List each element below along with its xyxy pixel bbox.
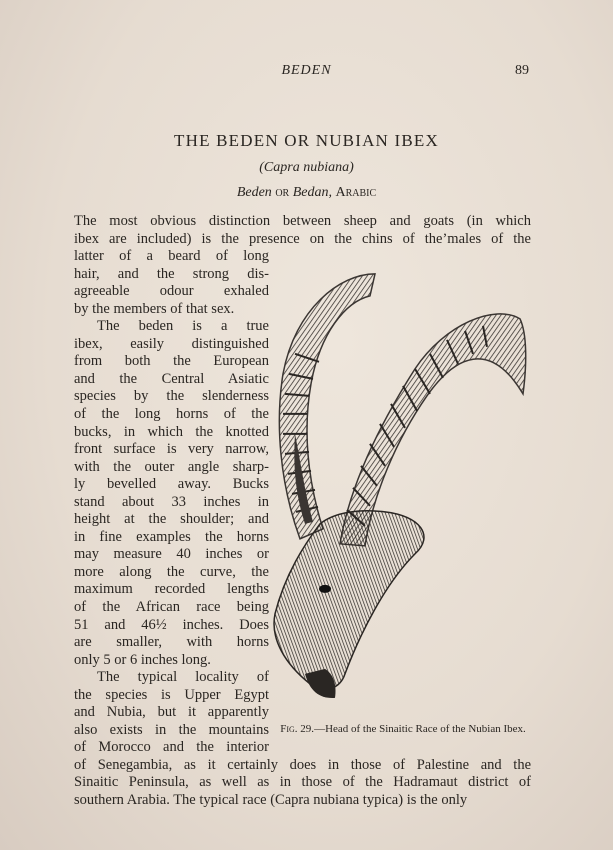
local-name-2: Bedan,: [292, 185, 332, 200]
body-line: species by the slenderness: [74, 388, 269, 405]
body-line: of the long horns of the: [74, 406, 269, 422]
body-line: and the Central Asiatic: [74, 370, 269, 387]
body-line: with the outer angle sharp-: [74, 458, 269, 475]
body-line: 51 and 46½ inches. Does: [74, 616, 269, 633]
body-line: hair, and the strong dis-: [74, 265, 269, 282]
body-line: ly bevelled away. Bucks: [74, 476, 269, 493]
body-line: stand about 33 inches in: [74, 493, 269, 510]
body-line: Sinaitic Peninsula, as well as in those of the Hadramaut district of: [74, 774, 531, 791]
body-line: southern Arabia. The typical race (Capra nubiana typica) is the only: [74, 792, 468, 808]
body-line: by the members of that sex.: [74, 300, 235, 317]
body-line: of the African race being: [74, 599, 269, 615]
body-line: of Morocco and the interior: [74, 739, 269, 756]
language-label: Arabic: [335, 185, 377, 200]
ibex-head-illustration: [265, 246, 545, 712]
body-line: agreeable odour exhaled: [74, 283, 269, 300]
body-line: The beden is a true: [97, 318, 269, 335]
latin-name: (Capra nubiana): [259, 160, 354, 175]
body-line: also exists in the mountains: [74, 721, 269, 738]
local-names: [0, 185, 613, 201]
ibex-head: [274, 511, 424, 689]
body-line: The typical locality of: [97, 669, 269, 686]
body-line: latter of a beard of long: [74, 248, 269, 265]
body-line: of Senegambia, as it certainly does in those of Palestine and the: [74, 756, 531, 773]
body-line: the species is Upper Egypt: [74, 686, 269, 703]
running-head: [0, 63, 613, 83]
body-line: more along the curve, the: [74, 563, 269, 580]
page-number: 89: [515, 63, 529, 78]
body-line: may measure 40 inches or: [74, 546, 269, 563]
body-line: only 5 or 6 inches long.: [74, 651, 211, 668]
body-line: height at the shoulder; and: [74, 511, 269, 528]
caption-label: Fig. 29.: [280, 722, 315, 735]
local-name-1: Beden: [236, 185, 272, 200]
eye: [319, 585, 331, 593]
section-title: THE BEDEN OR NUBIAN IBEX: [174, 131, 439, 150]
body-line: ibex are included) is the presence on the chins of the’males of the: [74, 230, 531, 247]
body-line: front surface is very narrow,: [74, 441, 269, 458]
body-line: ibex, easily distinguished: [74, 335, 269, 352]
caption-text: —Head of the Sinaitic Race of the Nubian Ibex.: [314, 722, 526, 735]
body-line: from both the European: [74, 353, 269, 370]
body-line: in fine examples the horns: [74, 528, 269, 545]
running-head-title: BEDEN: [281, 63, 332, 78]
or-word: or: [275, 185, 290, 200]
body-line: are smaller, with horns: [74, 634, 269, 651]
body-line: The most obvious distinction between sheep and goats (in which: [74, 213, 531, 229]
body-line: bucks, in which the knotted: [74, 423, 269, 440]
body-line: maximum recorded lengths: [74, 581, 269, 598]
body-line: and Nubia, but it apparently: [74, 704, 269, 721]
figure-caption: [258, 723, 548, 735]
